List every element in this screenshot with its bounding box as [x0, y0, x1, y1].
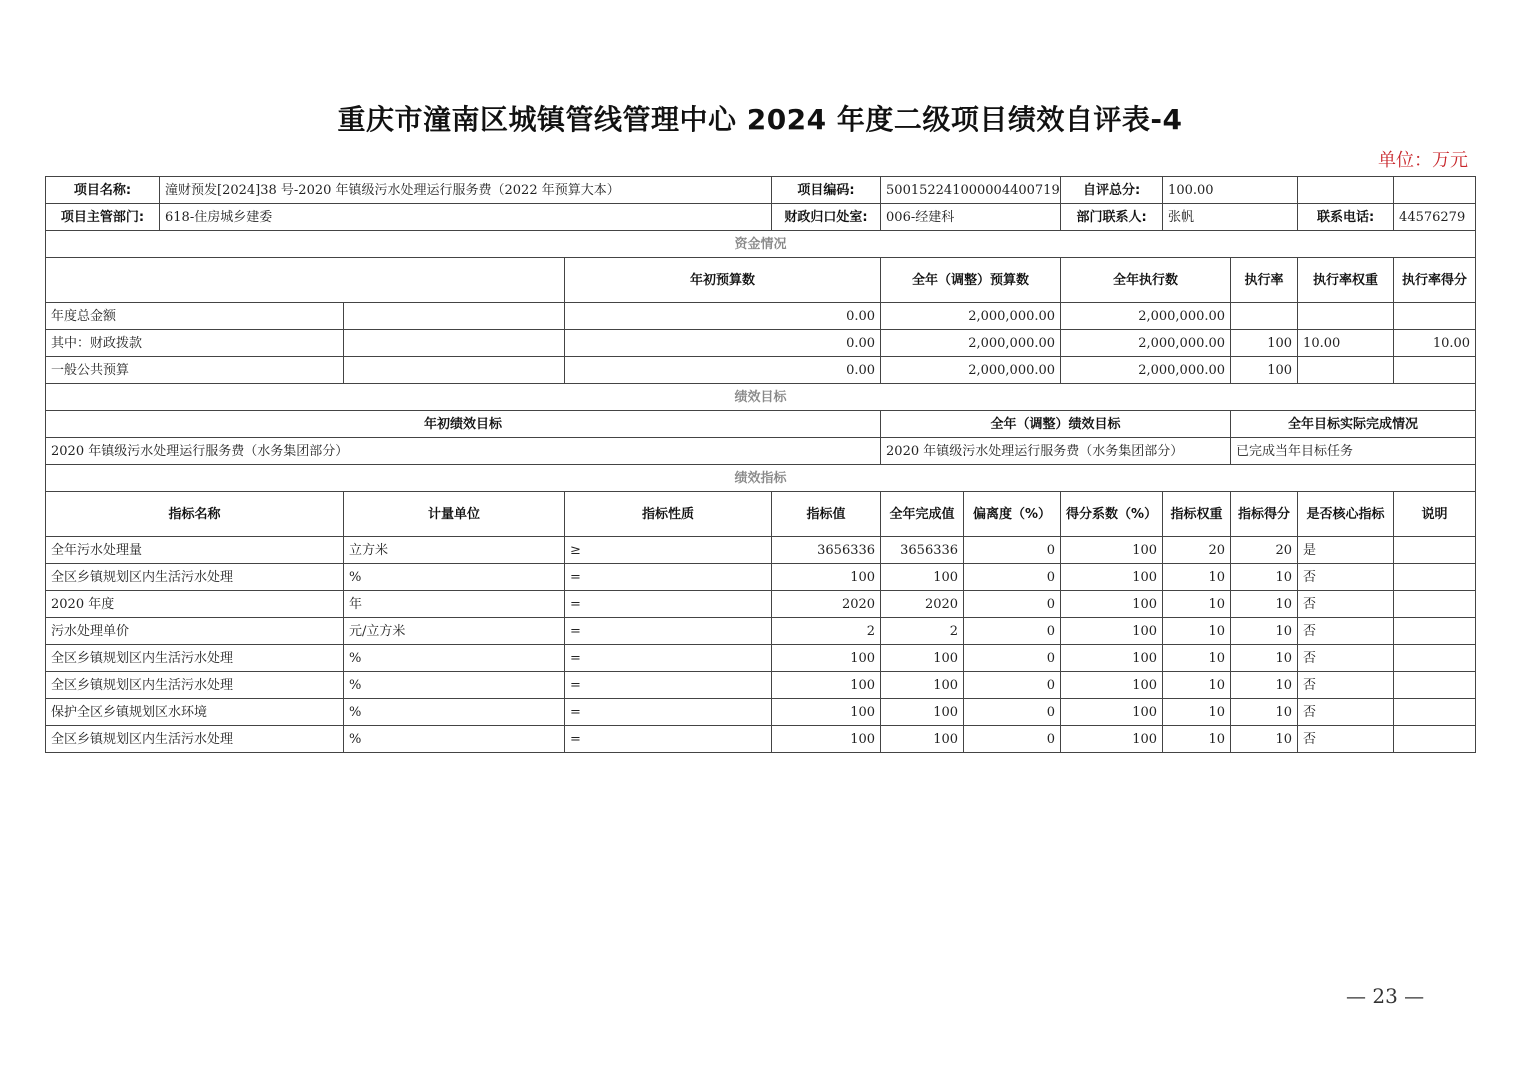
ind-value: 100	[772, 645, 881, 672]
funds-row-rate: 100	[1231, 330, 1298, 357]
funds-row	[46, 330, 1476, 357]
ind-nature: =	[565, 591, 772, 618]
phone-label: 联系电话:	[1298, 204, 1394, 231]
ind-nature: =	[565, 726, 772, 753]
indicator-row	[46, 618, 1476, 645]
ind-value: 3656336	[772, 537, 881, 564]
ind-nature: ≥	[565, 537, 772, 564]
funds-header-rate: 执行率	[1231, 258, 1298, 303]
ind-header-name: 指标名称	[46, 492, 344, 537]
goals-row	[46, 438, 1476, 465]
ind-score: 10	[1231, 564, 1298, 591]
ind-note	[1394, 564, 1476, 591]
funds-row-initial: 0.00	[565, 357, 881, 384]
phone: 44576279	[1394, 204, 1476, 231]
funds-row-adjusted: 2,000,000.00	[881, 303, 1061, 330]
goals-section-title: 绩效目标	[46, 384, 1476, 411]
empty-cell	[1298, 177, 1394, 204]
ind-name: 污水处理单价	[46, 618, 344, 645]
ind-note	[1394, 726, 1476, 753]
indicators-header-row	[46, 492, 1476, 537]
ind-coef: 100	[1061, 726, 1163, 753]
ind-value: 2	[772, 618, 881, 645]
indicators-section-title: 绩效指标	[46, 465, 1476, 492]
indicators-body	[46, 537, 1476, 753]
funds-row-adjusted: 2,000,000.00	[881, 330, 1061, 357]
ind-dev: 0	[964, 645, 1061, 672]
ind-done: 2020	[881, 591, 964, 618]
empty-cell	[46, 258, 565, 303]
goals-actual: 已完成当年目标任务	[1231, 438, 1476, 465]
ind-header-done: 全年完成值	[881, 492, 964, 537]
funds-header-row	[46, 258, 1476, 303]
ind-note	[1394, 591, 1476, 618]
funds-header-initial: 年初预算数	[565, 258, 881, 303]
empty-cell	[1394, 177, 1476, 204]
funds-row-executed: 2,000,000.00	[1061, 330, 1231, 357]
goals-adjusted: 2020 年镇级污水处理运行服务费（水务集团部分）	[881, 438, 1231, 465]
ind-unit: 元/立方米	[344, 618, 565, 645]
ind-score: 10	[1231, 699, 1298, 726]
funds-row-name: 一般公共预算	[46, 357, 344, 384]
contact-person: 张帆	[1163, 204, 1298, 231]
empty-cell	[344, 330, 565, 357]
indicator-row	[46, 699, 1476, 726]
ind-value: 100	[772, 726, 881, 753]
ind-dev: 0	[964, 699, 1061, 726]
funds-row-score: 10.00	[1394, 330, 1476, 357]
funds-row-executed: 2,000,000.00	[1061, 357, 1231, 384]
goals-header-actual: 全年目标实际完成情况	[1231, 411, 1476, 438]
ind-name: 保护全区乡镇规划区水环境	[46, 699, 344, 726]
ind-name: 全区乡镇规划区内生活污水处理	[46, 645, 344, 672]
ind-value: 100	[772, 699, 881, 726]
ind-dev: 0	[964, 591, 1061, 618]
ind-core: 否	[1298, 672, 1394, 699]
funds-row-initial: 0.00	[565, 303, 881, 330]
ind-coef: 100	[1061, 645, 1163, 672]
goals-header-adjusted: 全年（调整）绩效目标	[881, 411, 1231, 438]
funds-row-weight: 10.00	[1298, 330, 1394, 357]
ind-coef: 100	[1061, 672, 1163, 699]
ind-dev: 0	[964, 537, 1061, 564]
ind-score: 10	[1231, 645, 1298, 672]
indicator-row	[46, 672, 1476, 699]
evaluation-table	[45, 176, 1476, 753]
ind-score: 10	[1231, 726, 1298, 753]
ind-core: 否	[1298, 645, 1394, 672]
ind-name: 全区乡镇规划区内生活污水处理	[46, 672, 344, 699]
ind-done: 100	[881, 564, 964, 591]
ind-done: 100	[881, 672, 964, 699]
funds-row-weight	[1298, 303, 1394, 330]
funds-header-executed: 全年执行数	[1061, 258, 1231, 303]
ind-dev: 0	[964, 564, 1061, 591]
ind-value: 100	[772, 564, 881, 591]
ind-done: 100	[881, 645, 964, 672]
ind-core: 是	[1298, 537, 1394, 564]
ind-header-core: 是否核心指标	[1298, 492, 1394, 537]
goals-section-row	[46, 384, 1476, 411]
ind-weight: 10	[1163, 591, 1231, 618]
funds-row-executed: 2,000,000.00	[1061, 303, 1231, 330]
ind-nature: =	[565, 699, 772, 726]
ind-note	[1394, 618, 1476, 645]
funds-row-name: 年度总金额	[46, 303, 344, 330]
funds-row-weight	[1298, 357, 1394, 384]
page-title: 重庆市潼南区城镇管线管理中心 2024 年度二级项目绩效自评表-4	[337, 103, 1183, 136]
ind-weight: 10	[1163, 645, 1231, 672]
ind-value: 100	[772, 672, 881, 699]
funds-row-rate: 100	[1231, 357, 1298, 384]
ind-done: 100	[881, 699, 964, 726]
ind-unit: %	[344, 699, 565, 726]
ind-weight: 20	[1163, 537, 1231, 564]
ind-header-note: 说明	[1394, 492, 1476, 537]
goals-header-initial: 年初绩效目标	[46, 411, 881, 438]
funds-section-title: 资金情况	[46, 231, 1476, 258]
header-row-1	[46, 177, 1476, 204]
ind-header-score: 指标得分	[1231, 492, 1298, 537]
contact-label: 部门联系人:	[1061, 204, 1163, 231]
empty-cell	[344, 303, 565, 330]
funds-row-initial: 0.00	[565, 330, 881, 357]
ind-unit: %	[344, 564, 565, 591]
funds-row	[46, 357, 1476, 384]
funds-row-score	[1394, 357, 1476, 384]
ind-weight: 10	[1163, 564, 1231, 591]
ind-weight: 10	[1163, 618, 1231, 645]
ind-score: 10	[1231, 618, 1298, 645]
funds-row	[46, 303, 1476, 330]
dept: 618-住房城乡建委	[160, 204, 772, 231]
ind-value: 2020	[772, 591, 881, 618]
ind-header-unit: 计量单位	[344, 492, 565, 537]
funds-row-rate	[1231, 303, 1298, 330]
ind-unit: %	[344, 726, 565, 753]
ind-name: 全区乡镇规划区内生活污水处理	[46, 564, 344, 591]
indicator-row	[46, 645, 1476, 672]
total-score: 100.00	[1163, 177, 1298, 204]
ind-coef: 100	[1061, 618, 1163, 645]
ind-done: 2	[881, 618, 964, 645]
project-code: 500152241000004400719	[881, 177, 1061, 204]
ind-nature: =	[565, 645, 772, 672]
ind-score: 10	[1231, 672, 1298, 699]
goals-header-row	[46, 411, 1476, 438]
ind-coef: 100	[1061, 591, 1163, 618]
finance-office: 006-经建科	[881, 204, 1061, 231]
funds-row-name: 其中：财政拨款	[46, 330, 344, 357]
indicator-row	[46, 537, 1476, 564]
ind-core: 否	[1298, 564, 1394, 591]
ind-header-weight: 指标权重	[1163, 492, 1231, 537]
ind-note	[1394, 672, 1476, 699]
ind-nature: =	[565, 672, 772, 699]
project-code-label: 项目编码:	[772, 177, 881, 204]
header-row-2	[46, 204, 1476, 231]
ind-name: 全区乡镇规划区内生活污水处理	[46, 726, 344, 753]
project-name: 潼财预发[2024]38 号-2020 年镇级污水处理运行服务费（2022 年预算大本）	[160, 177, 772, 204]
ind-score: 10	[1231, 591, 1298, 618]
ind-nature: =	[565, 564, 772, 591]
score-label: 自评总分:	[1061, 177, 1163, 204]
ind-coef: 100	[1061, 699, 1163, 726]
indicator-row	[46, 726, 1476, 753]
finance-label: 财政归口处室:	[772, 204, 881, 231]
ind-coef: 100	[1061, 537, 1163, 564]
ind-score: 20	[1231, 537, 1298, 564]
page-number: — 23 —	[1346, 984, 1425, 1008]
funds-header-adjusted: 全年（调整）预算数	[881, 258, 1061, 303]
funds-header-score: 执行率得分	[1394, 258, 1476, 303]
ind-unit: %	[344, 645, 565, 672]
funds-row-score	[1394, 303, 1476, 330]
ind-unit: 立方米	[344, 537, 565, 564]
ind-dev: 0	[964, 672, 1061, 699]
unit-label: 单位：万元	[1378, 150, 1468, 171]
ind-note	[1394, 537, 1476, 564]
ind-header-nature: 指标性质	[565, 492, 772, 537]
ind-unit: %	[344, 672, 565, 699]
dept-label: 项目主管部门:	[46, 204, 160, 231]
indicator-row	[46, 564, 1476, 591]
funds-row-adjusted: 2,000,000.00	[881, 357, 1061, 384]
ind-core: 否	[1298, 726, 1394, 753]
ind-core: 否	[1298, 591, 1394, 618]
ind-dev: 0	[964, 618, 1061, 645]
ind-core: 否	[1298, 618, 1394, 645]
goals-initial: 2020 年镇级污水处理运行服务费（水务集团部分）	[46, 438, 881, 465]
ind-done: 3656336	[881, 537, 964, 564]
ind-unit: 年	[344, 591, 565, 618]
funds-header-weight: 执行率权重	[1298, 258, 1394, 303]
ind-dev: 0	[964, 726, 1061, 753]
ind-note	[1394, 699, 1476, 726]
ind-weight: 10	[1163, 726, 1231, 753]
ind-header-dev: 偏离度（%）	[964, 492, 1061, 537]
indicators-section-row	[46, 465, 1476, 492]
ind-weight: 10	[1163, 672, 1231, 699]
ind-coef: 100	[1061, 564, 1163, 591]
ind-note	[1394, 645, 1476, 672]
ind-name: 全年污水处理量	[46, 537, 344, 564]
ind-header-value: 指标值	[772, 492, 881, 537]
indicator-row	[46, 591, 1476, 618]
ind-weight: 10	[1163, 699, 1231, 726]
ind-nature: =	[565, 618, 772, 645]
ind-name: 2020 年度	[46, 591, 344, 618]
project-name-label: 项目名称:	[46, 177, 160, 204]
ind-core: 否	[1298, 699, 1394, 726]
empty-cell	[344, 357, 565, 384]
ind-header-coef: 得分系数（%）	[1061, 492, 1163, 537]
funds-section-row	[46, 231, 1476, 258]
ind-done: 100	[881, 726, 964, 753]
